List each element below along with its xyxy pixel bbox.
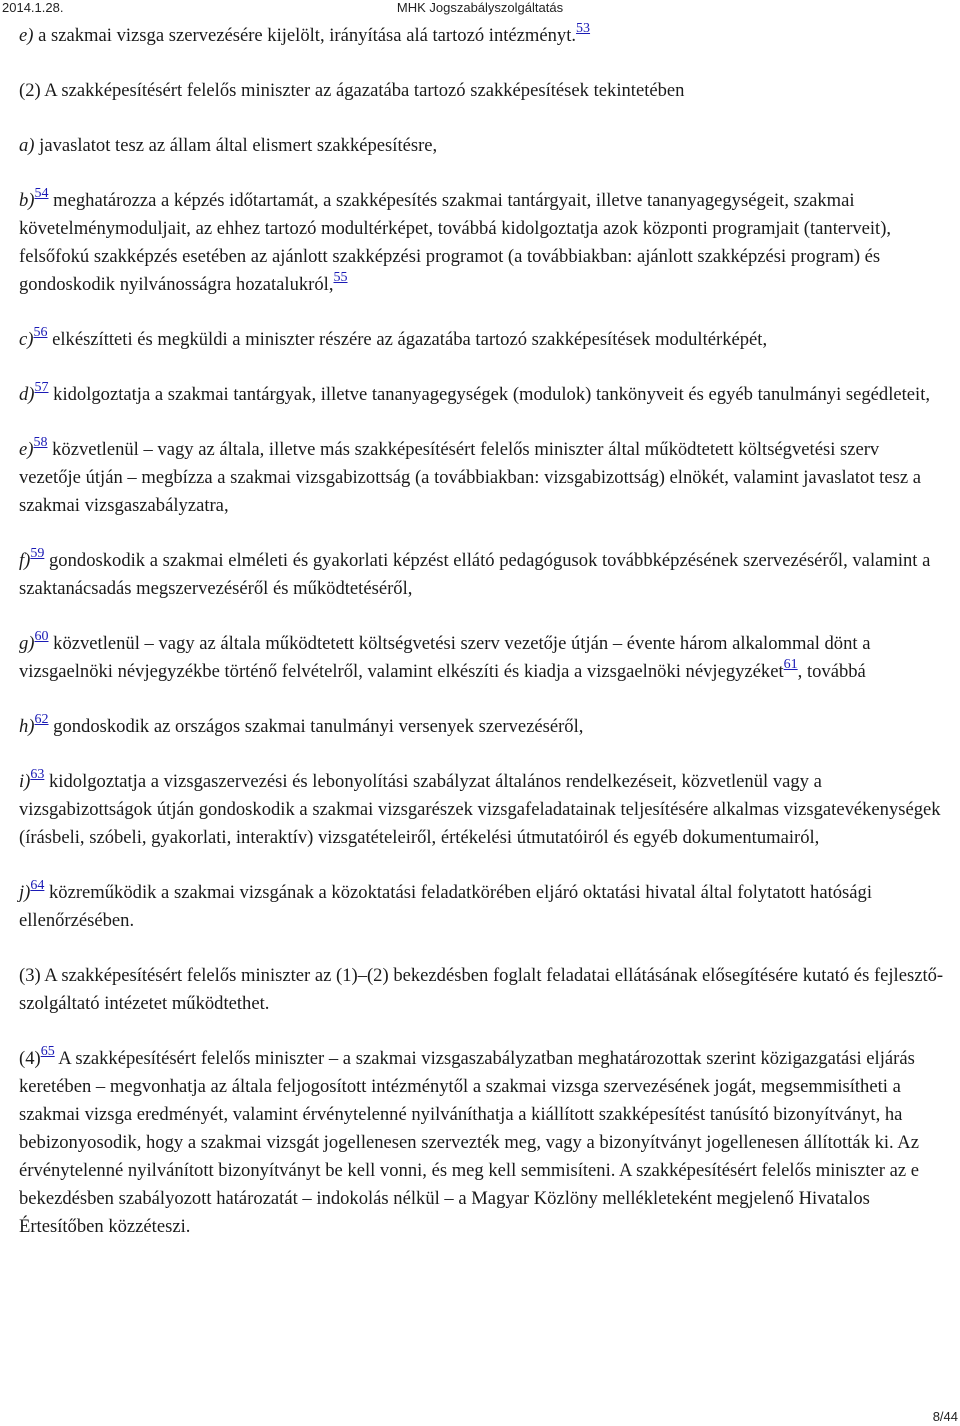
page-number: 8/44 [932,1409,958,1424]
paragraph-label: b) [19,190,35,211]
paragraph-text: kidolgoztatja a szakmai tantárgyak, illetve tananyagegységek (modulok) tankönyveit és egyéb tanulmányi segédleteit, [48,384,931,405]
paragraph [19,436,944,520]
paragraph [19,381,944,409]
paragraph-text: kidolgoztatja a vizsgaszervezési és lebonyolítási szabályzat általános rendelkezéseit, közvetlenül vagy a vizsgabizottságok útján gondoskodik a szakmai vizsgarészek vizsgafeladatainak teljesítésére alkalmas vizsgatevékenységek (írásbeli, szóbeli, gyakorlati, interaktív) vizsgatételeiről, értékelési útmutatóiról és egyéb dokumentumairól, [19,771,941,848]
footnote-link[interactable]: 54 [34,186,49,201]
paragraph [19,547,944,603]
document-body [19,22,944,1268]
paragraph-label: a) [19,135,35,156]
paragraph-text: A szakképesítésért felelős miniszter – a szakmai vizsgaszabályzatban meghatározottak szerint közigazgatási eljárás keretében – megvonhatja az általa feljogosított intézménytől a szakmai vizsga szervezésének jogát, megsemmisítheti a szakmai vizsga eredményét, valamint érvénytelenné nyilváníthatja a kiállított szakképesítést tanúsító bizonyítványt, ha bebizonyosodik, hogy a szakmai vizsgát jogellenesen szervezték meg, vagy a bizonyítványt jogellenesen állították ki. Az érvénytelenné nyilvánított bizonyítványt be kell vonni, és meg kell semmisíteni. A szakképesítésért felelős miniszter az e bekezdésben szabályozott határozatát – indokolás nélkül – a Magyar Közlöny mellékleteként megjelenő Hivatalos Értesítőben közzéteszi. [19,1048,919,1237]
print-date: 2014.1.28. [2,0,64,15]
paragraph [19,132,944,160]
paragraph-label: j) [19,882,31,903]
site-title: MHK Jogszabályszolgáltatás [396,0,564,15]
paragraph-text-tail: , továbbá [797,661,866,682]
paragraph-label: g) [19,633,35,654]
paragraph [19,1045,944,1241]
footnote-link[interactable]: 59 [30,546,45,561]
page-header [0,0,960,18]
footnote-link[interactable]: 55 [333,270,348,285]
paragraph [19,768,944,852]
paragraph [19,326,944,354]
footnote-link[interactable]: 56 [33,325,48,340]
paragraph-text: gondoskodik a szakmai elméleti és gyakorlati képzést ellátó pedagógusok továbbképzésének szervezéséről, valamint a szaktanácsadás megszervezéséről és működtetéséről, [19,550,931,599]
paragraph-label: e) [19,439,34,460]
paragraph [19,713,944,741]
paragraph-label: c) [19,329,34,350]
paragraph-text: meghatározza a képzés időtartamát, a szakképesítés szakmai tantárgyait, illetve tananyagegységeit, szakmai követelménymoduljait, az ehhez tartozó modultérképet, továbbá kidolgoztatja azok központi programjait (tanterveit), felsőfokú szakképzés esetében az ajánlott szakképzési programot (a továbbiakban: ajánlott szakképzési program) és gondoskodik nyilvánosságra hozatalukról, [19,190,892,295]
paragraph-label: e) [19,25,34,46]
paragraph-text: közvetlenül – vagy az általa, illetve más szakképesítésért felelős miniszter által működtetett költségvetési szerv vezetője útján – megbízza a szakmai vizsgabizottság (a továbbiakban: vizsgabizottság) elnökét, valamint javaslatot tesz a szakmai vizsgaszabályzatra, [19,439,921,516]
paragraph-text: közreműködik a szakmai vizsgának a közoktatási feladatkörében eljáró oktatási hivatal által folytatott hatósági ellenőrzésében. [19,882,872,931]
paragraph-text: (3) A szakképesítésért felelős miniszter az (1)–(2) bekezdésben foglalt feladatai ellátásának elősegítésére kutató és fejlesztő-szolgáltató intézetet működtethet. [19,965,944,1014]
paragraph [19,879,944,935]
paragraph [19,187,944,299]
footnote-link[interactable]: 58 [33,435,48,450]
footnote-link[interactable]: 57 [34,380,49,395]
paragraph [19,22,944,50]
footnote-link[interactable]: 60 [34,629,49,644]
footnote-link[interactable]: 63 [30,767,45,782]
footnote-link[interactable]: 53 [576,21,591,36]
paragraph-text: (2) A szakképesítésért felelős miniszter az ágazatába tartozó szakképesítések tekintetében [19,80,685,101]
paragraph-text: gondoskodik az országos szakmai tanulmányi versenyek szervezéséről, [48,716,584,737]
paragraph-label: i) [19,771,31,792]
paragraph-label: d) [19,384,35,405]
paragraph-label: f) [19,550,31,571]
paragraph [19,962,944,1018]
footnote-link[interactable]: 62 [34,712,49,727]
footnote-link[interactable]: 65 [40,1044,55,1059]
paragraph-text: a szakmai vizsga szervezésére kijelölt, irányítása alá tartozó intézményt. [33,25,577,46]
paragraph [19,630,944,686]
paragraph-text: közvetlenül – vagy az általa működtetett költségvetési szerv vezetője útján – évente három alkalommal dönt a vizsgaelnöki névjegyzékbe történő felvételről, valamint elkészíti és kiadja a vizsgaelnöki névjegyzéket [19,633,871,682]
footnote-link[interactable]: 61 [783,657,798,672]
paragraph-text: javaslatot tesz az állam által elismert szakképesítésre, [34,135,438,156]
paragraph [19,77,944,105]
paragraph-label: h) [19,716,35,737]
paragraph-label: (4) [19,1048,41,1069]
footnote-link[interactable]: 64 [30,878,45,893]
paragraph-text: elkészítteti és megküldi a miniszter részére az ágazatába tartozó szakképesítések modultérképét, [47,329,768,350]
